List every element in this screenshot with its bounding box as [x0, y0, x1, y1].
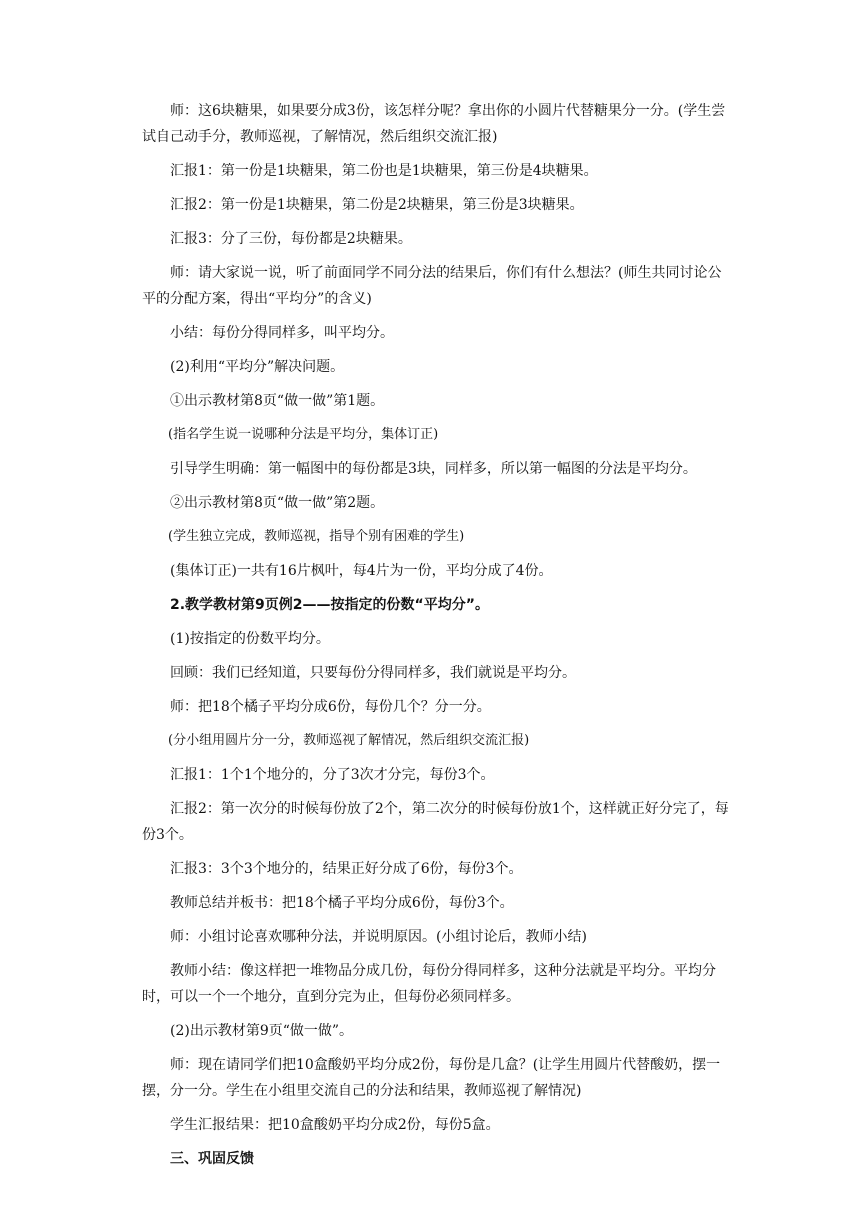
- paragraph: 汇报3：3个3个地分的，结果正好分成了6份，每份3个。: [170, 861, 523, 877]
- teaching-note: (指名学生说一说哪种分法是平均分，集体订正): [168, 427, 439, 442]
- section-heading: 2.教学教材第9页例2——按指定的份数“平均分”。: [170, 597, 489, 613]
- paragraph: 师：这6块糖果，如果要分成3份，该怎样分呢？拿出你的小圆片代替糖果分一分。(学生尝试自己动手分，教师巡视，了解情况，然后组织交流汇报): [142, 103, 726, 145]
- paragraph: 师：把18个橘子平均分成6份，每份几个？分一分。: [170, 699, 491, 715]
- paragraph: 汇报2：第一次分的时候每份放了2个，第二次分的时候每份放1个，这样就正好分完了，每份3个。: [142, 801, 729, 843]
- paragraph: 教师小结：像这样把一堆物品分成几份，每份分得同样多，这种分法就是平均分。平均分时，可以一个一个地分，直到分完为止，但每份必须同样多。: [142, 963, 716, 1005]
- paragraph: 小结：每份分得同样多，叫平均分。: [170, 325, 394, 341]
- paragraph: 汇报1：1个1个地分的，分了3次才分完，每份3个。: [170, 767, 495, 783]
- paragraph: (2)出示教材第9页“做一做”。: [170, 1023, 354, 1039]
- teaching-note: (学生独立完成，教师巡视，指导个别有困难的学生): [168, 529, 465, 544]
- paragraph: 引导学生明确：第一幅图中的每份都是3块，同样多，所以第一幅图的分法是平均分。: [170, 461, 697, 477]
- paragraph: 师：小组讨论喜欢哪种分法，并说明原因。(小组讨论后，教师小结): [170, 929, 587, 945]
- paragraph: 回顾：我们已经知道，只要每份分得同样多，我们就说是平均分。: [170, 665, 576, 681]
- paragraph: 师：请大家说一说，听了前面同学不同分法的结果后，你们有什么想法？(师生共同讨论公平的分配方案，得出“平均分”的含义): [142, 265, 722, 307]
- paragraph: 汇报3：分了三份，每份都是2块糖果。: [170, 231, 412, 247]
- section-heading: 三、巩固反馈: [170, 1151, 254, 1167]
- paragraph: 师：现在请同学们把10盒酸奶平均分成2份，每份是几盒？(让学生用圆片代替酸奶，摆一摆，分一分。学生在小组里交流自己的分法和结果，教师巡视了解情况): [142, 1057, 721, 1099]
- paragraph: (2)利用“平均分”解决问题。: [170, 359, 345, 375]
- paragraph: 教师总结并板书：把18个橘子平均分成6份，每份3个。: [170, 895, 514, 911]
- paragraph: 学生汇报结果：把10盒酸奶平均分成2份，每份5盒。: [170, 1117, 500, 1133]
- teaching-note: (分小组用圆片分一分，教师巡视了解情况，然后组织交流汇报): [168, 733, 530, 748]
- paragraph: (1)按指定的份数平均分。: [170, 631, 330, 647]
- paragraph: (集体订正)一共有16片枫叶，每4片为一份，平均分成了4份。: [170, 563, 553, 579]
- paragraph: ②出示教材第8页“做一做”第2题。: [170, 495, 385, 511]
- paragraph: ①出示教材第8页“做一做”第1题。: [170, 393, 385, 409]
- paragraph: 汇报1：第一份是1块糖果，第二份也是1块糖果，第三份是4块糖果。: [170, 163, 598, 179]
- paragraph: 汇报2：第一份是1块糖果，第二份是2块糖果，第三份是3块糖果。: [170, 197, 584, 213]
- document-body: [142, 98, 734, 1180]
